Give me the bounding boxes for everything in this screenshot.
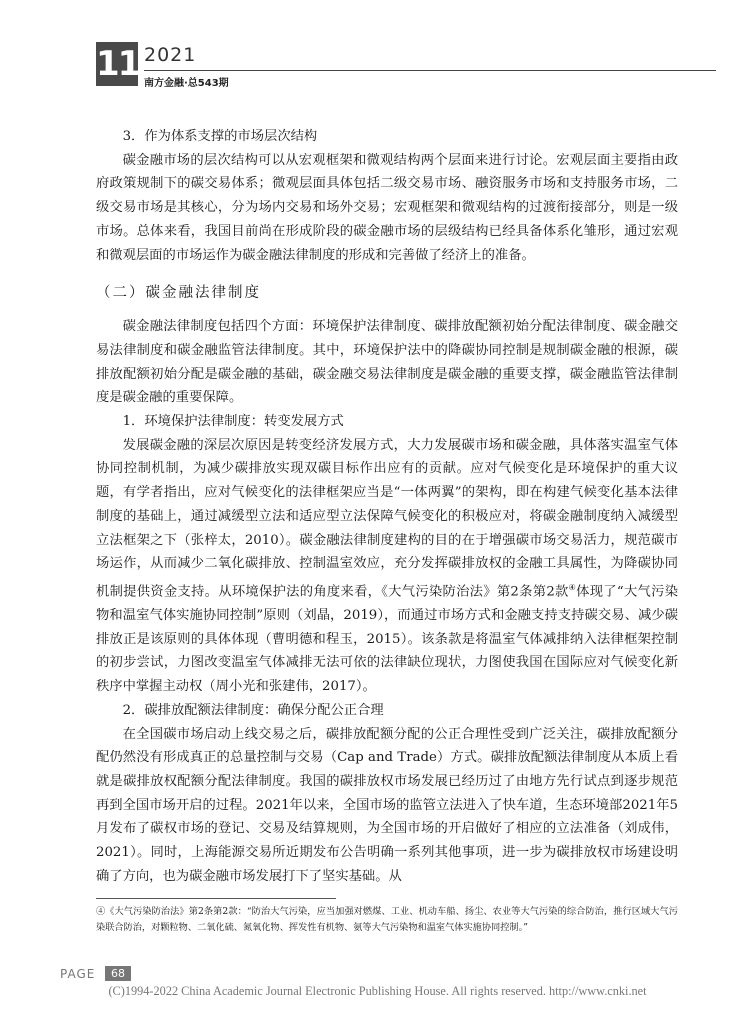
subsection-title-3: 3．作为体系支撑的市场层次结构 — [122, 129, 318, 144]
article-body — [96, 125, 678, 889]
page-label: PAGE — [60, 967, 96, 981]
header-rule — [144, 70, 716, 71]
issue-number-box: 11 — [96, 44, 140, 84]
running-header — [96, 40, 716, 90]
journal-name: 南方金融·总543期 — [144, 78, 229, 89]
copyright-watermark: (C)1994-2022 China Academic Journal Electronic Publishing House. All rights reserved. http://www.cnki.net — [108, 984, 647, 998]
paragraph-emission-quota: 在全国碳市场启动上线交易之后，碳排放配额分配的公正合理性受到广泛关注，碳排放配额分配仍然没有形成真正的总量控制与交易（Cap and Trade）方式。碳排放配额法律制度从本质上看就是碳排放权配额分配法律制度。我国的碳排放权市场发展已经历过了由地方先行试点到逐步规范再到全国市场开启的过程。2021年以来，全国市场的监管立法进入了快车道，生态环境部2021年5月发布了碳权市场的登记、交易及结算规则，为全国市场的开启做好了相应的立法准备（刘成伟，2021）。同时，上海能源交易所近期发布公告明确一系列其他事项，进一步为碳排放权市场建设明确了方向，也为碳金融市场发展打下了坚实基础。从 — [96, 726, 678, 884]
paragraph-environmental-law — [96, 434, 678, 699]
footnote-marker[interactable]: ④ — [568, 582, 577, 592]
paragraph-text-part-b: 体现了“大气污染物和温室气体实施协同控制”原则（刘晶，2019），而通过市场方式和金融支持支持碳交易、减少碳排放正是该原则的具体体现（曹明德和程玉，2015）。该条款是将温室气体减排纳入法律框架控制的初步尝试，力图改变温室气体减排无法可依的法律缺位现状，力图使我国在国际应对气候变化新秩序中掌握主动权（周小光和张建伟，2017）。 — [96, 584, 678, 695]
header-year: 2021 — [144, 44, 197, 66]
page-number: 68 — [105, 966, 131, 981]
subsection-title-1: 1．环境保护法律制度：转变发展方式 — [122, 414, 344, 430]
footnote: ④《大气污染防治法》第2条第2款：“防治大气污染，应当加强对燃煤、工业、机动车船、扬尘、农业等大气污染的综合防治，推行区域大气污染联合防治，对颗粒物、二氧化硫、氮氧化物、挥发性有机物、氨等大气污染物和温室气体实施协同控制。” — [96, 906, 678, 933]
paragraph-text-part-a: 发展碳金融的深层次原因是转变经济发展方式，大力发展碳市场和碳金融，具体落实温室气体协同控制机制，为减少碳排放实现双碳目标作出应有的贡献。应对气候变化是环境保护的重大议题，有学者指出，应对气候变化的法律框架应当是“一体两翼”的架构，即在构建气候变化基本法律制度的基础上，通过减缓型立法和适应型立法保障气候变化的积极应对，将碳金融制度纳入减缓型立法框架之下（张梓太，2010）。碳金融法律制度建构的目的在于增强碳市场交易活力，规范碳市场运作，从而减少二氧化碳排放、控制温室效应，充分发挥碳排放权的金融工具属性，为降碳协同机制提供资金支持。从环境保护法的角度来看，《大气污染防治法》第2条第2款 — [96, 437, 678, 600]
paragraph-law-overview: 碳金融法律制度包括四个方面：环境保护法律制度、碳排放配额初始分配法律制度、碳金融交易法律制度和碳金融监管法律制度。其中，环境保护法中的降碳协同控制是规制碳金融的根源，碳排放配额初始分配是碳金融的基础，碳金融交易法律制度是碳金融的重要支撑，碳金融监管法律制度是碳金融的重要保障。 — [96, 319, 678, 406]
section-title-carbon-finance-law: （二）碳金融法律制度 — [96, 285, 261, 302]
paragraph-market-structure: 碳金融市场的层次结构可以从宏观框架和微观结构两个层面来进行讨论。宏观层面主要指由政府政策规制下的碳交易体系；微观层面具体包括二级交易市场、融资服务市场和支持服务市场，二级交易市场是其核心，分为场内交易和场外交易；宏观框架和微观结构的过渡衔接部分，则是一级市场。总体来看，我国目前尚在形成阶段的碳金融市场的层级结构已经具备体系化雏形，通过宏观和微观层面的市场运作为碳金融法律制度的形成和完善做了经济上的准备。 — [96, 152, 678, 263]
subsection-title-2: 2．碳排放配额法律制度：确保分配公正合理 — [122, 702, 384, 718]
footnote-divider — [96, 898, 336, 899]
